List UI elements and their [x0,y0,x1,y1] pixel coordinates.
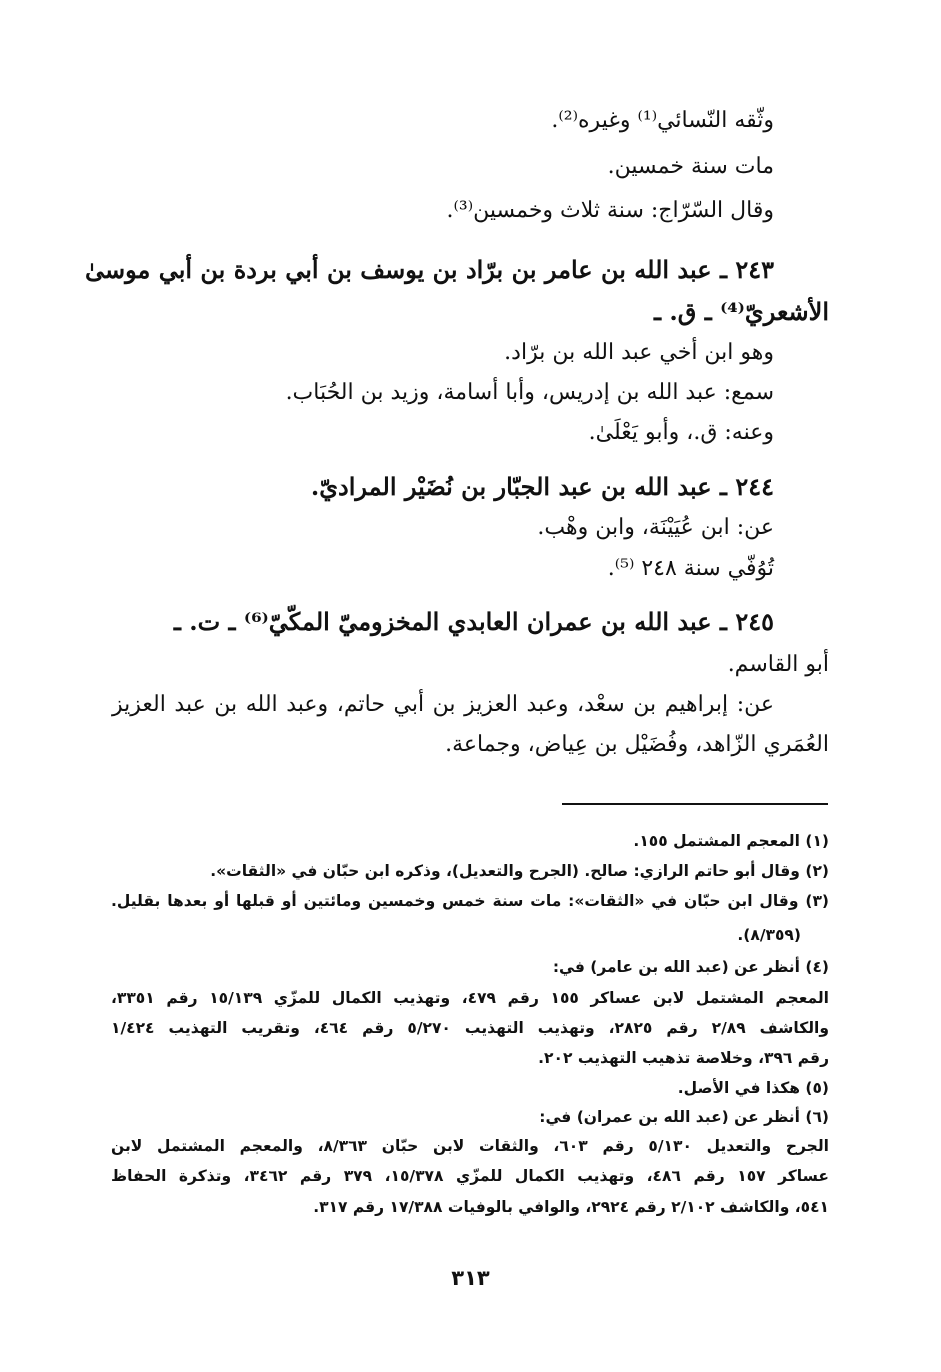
footnote-6-line: الجرح والتعديل ٥/١٣٠ رقم ٦٠٣، والثقات لابن حبّان ٨/٣٦٣، والمعجم المشتمل لابن [111,1137,829,1155]
footnote-6-line: عساكر ١٥٧ رقم ٤٨٦، وتهذيب الكمال للمزّي ١٥/٣٧٨، ٣٧٩ رقم ٣٤٦٢، وتذكرة الحفاظ [111,1167,829,1185]
footnote-3: (٣) وقال ابن حبّان في «الثقات»: مات سنة خمس وخمسين ومائتين أو قبلها أو بعدها بقليل. [111,892,829,910]
footnote-5: (٥) هكذا في الأصل. [677,1079,829,1097]
footnote-4-line: رقم ٣٩٦، وخلاصة تذهيب التهذيب ٢٠٢. [538,1049,829,1067]
footnote-2: (٢) وقال أبو حاتم الرازي: صالح. (الجرح والتعديل)، وذكره ابن حبّان في «الثقات». [210,862,829,880]
footnote-4-line: والكاشف ٢/٨٩ رقم ٢٨٢٥، وتهذيب التهذيب ٥/٢٧٠ رقم ٤٦٤، وتقريب التهذيب ١/٤٢٤ [111,1019,829,1037]
footnote-divider [562,803,828,805]
entry-heading: ٢٤٥ ـ عبد الله بن عمران العابدي المخزوميّ المكّيّ⁽⁶⁾ ـ ت. ـ [173,607,774,636]
footnote-3-continuation: (٨/٣٥٩). [737,926,801,944]
entry-heading: ٢٤٣ ـ عبد الله بن عامر بن برّاد بن يوسف بن أبي بردة بن أبي موسىٰ [84,255,774,284]
footnote-4-line: المعجم المشتمل لابن عساكر ١٥٥ رقم ٤٧٩، وتهذيب الكمال للمزّي ١٥/١٣٩ رقم ٣٣٥١، [111,989,829,1007]
body-line: وقال السّرّاج: سنة ثلاث وخمسين⁽³⁾. [446,198,774,223]
entry-line: عن: ابن عُيَيْنَة، وابن وهْب. [537,515,774,540]
entry-line: وعنه: ق.، وأبو يَعْلَىٰ. [588,420,774,445]
entry-line: وهو ابن أخي عبد الله بن برّاد. [504,340,774,365]
entry-line: سمع: عبد الله بن إدريس، وأبا أسامة، وزيد بن الحُبَاب. [285,380,774,405]
footnote-4: (٤) أنظر عن (عبد الله بن عامر) في: [552,958,829,976]
body-line: مات سنة خمسين. [607,154,774,179]
footnote-6-line: ٥٤١، والكاشف ٢/١٠٢ رقم ٢٩٢٤، والوافي بالوفيات ١٧/٣٨٨ رقم ٣١٧. [313,1198,829,1216]
entry-heading-continuation: الأشعريّ⁽⁴⁾ ـ ق. ـ [654,297,829,326]
entry-line: تُوُفّي سنة ٢٤٨ ⁽⁵⁾. [607,556,774,581]
footnote-6: (٦) أنظر عن (عبد الله بن عمران) في: [539,1108,829,1126]
body-line: وثّقه النّسائي⁽¹⁾ وغيره⁽²⁾. [551,108,774,133]
entry-heading: ٢٤٤ ـ عبد الله بن عبد الجبّار بن نُضَيْر المراديّ. [310,472,774,501]
entry-line: العُمَري الزّاهد، وفُضَيْل بن عِياض، وجماعة. [445,732,829,757]
entry-line: أبو القاسم. [727,652,829,677]
page-number: ٣١٣ [451,1266,490,1290]
footnote-1: (١) المعجم المشتمل ١٥٥. [633,832,829,850]
entry-line: عن: إبراهيم بن سعْد، وعبد العزيز بن أبي حاتم، وعبد الله بن عبد العزيز [112,692,774,717]
